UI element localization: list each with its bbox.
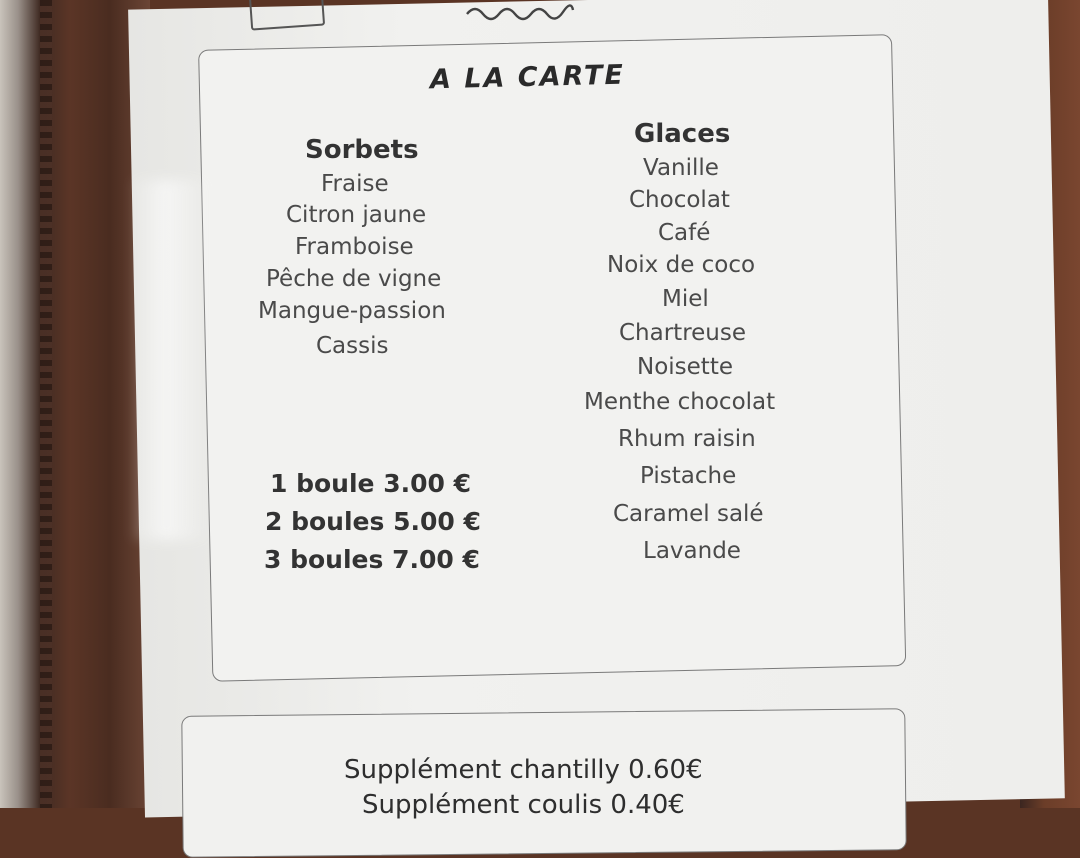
sorbet-item: Fraise [321, 171, 389, 197]
glace-item: Noix de coco [607, 252, 756, 278]
binder-left-edge [0, 0, 150, 808]
binder-stitching [40, 0, 52, 808]
supplement-coulis: Supplément coulis 0.40€ [362, 790, 685, 820]
price-one-scoop: 1 boule 3.00 € [270, 469, 471, 498]
glace-item: Chartreuse [619, 320, 747, 346]
menu-title: A LA CARTE [429, 59, 626, 96]
wave-decoration-icon [465, 0, 575, 22]
glace-item: Miel [662, 286, 709, 312]
decorative-drawing [249, 0, 325, 31]
glace-item: Café [658, 220, 711, 246]
glace-item: Pistache [640, 463, 737, 489]
glace-item: Caramel salé [613, 501, 764, 527]
glace-item: Noisette [637, 354, 733, 380]
glace-item: Menthe chocolat [584, 389, 776, 415]
glace-item: Rhum raisin [618, 426, 756, 452]
sorbet-item: Mangue-passion [258, 298, 446, 324]
glaces-heading: Glaces [634, 119, 731, 149]
plastic-sleeve-glare [130, 180, 210, 540]
supplement-chantilly: Supplément chantilly 0.60€ [344, 755, 703, 785]
price-three-scoops: 3 boules 7.00 € [264, 545, 480, 574]
sorbet-item: Cassis [316, 333, 389, 359]
sorbets-heading: Sorbets [305, 135, 419, 165]
sorbet-item: Citron jaune [286, 202, 427, 228]
a-la-carte-box [198, 34, 906, 682]
glace-item: Vanille [643, 155, 719, 181]
price-two-scoops: 2 boules 5.00 € [265, 507, 481, 536]
glace-item: Lavande [643, 538, 741, 564]
sorbet-item: Framboise [295, 234, 414, 260]
sorbet-item: Pêche de vigne [266, 266, 442, 292]
glace-item: Chocolat [629, 187, 730, 213]
